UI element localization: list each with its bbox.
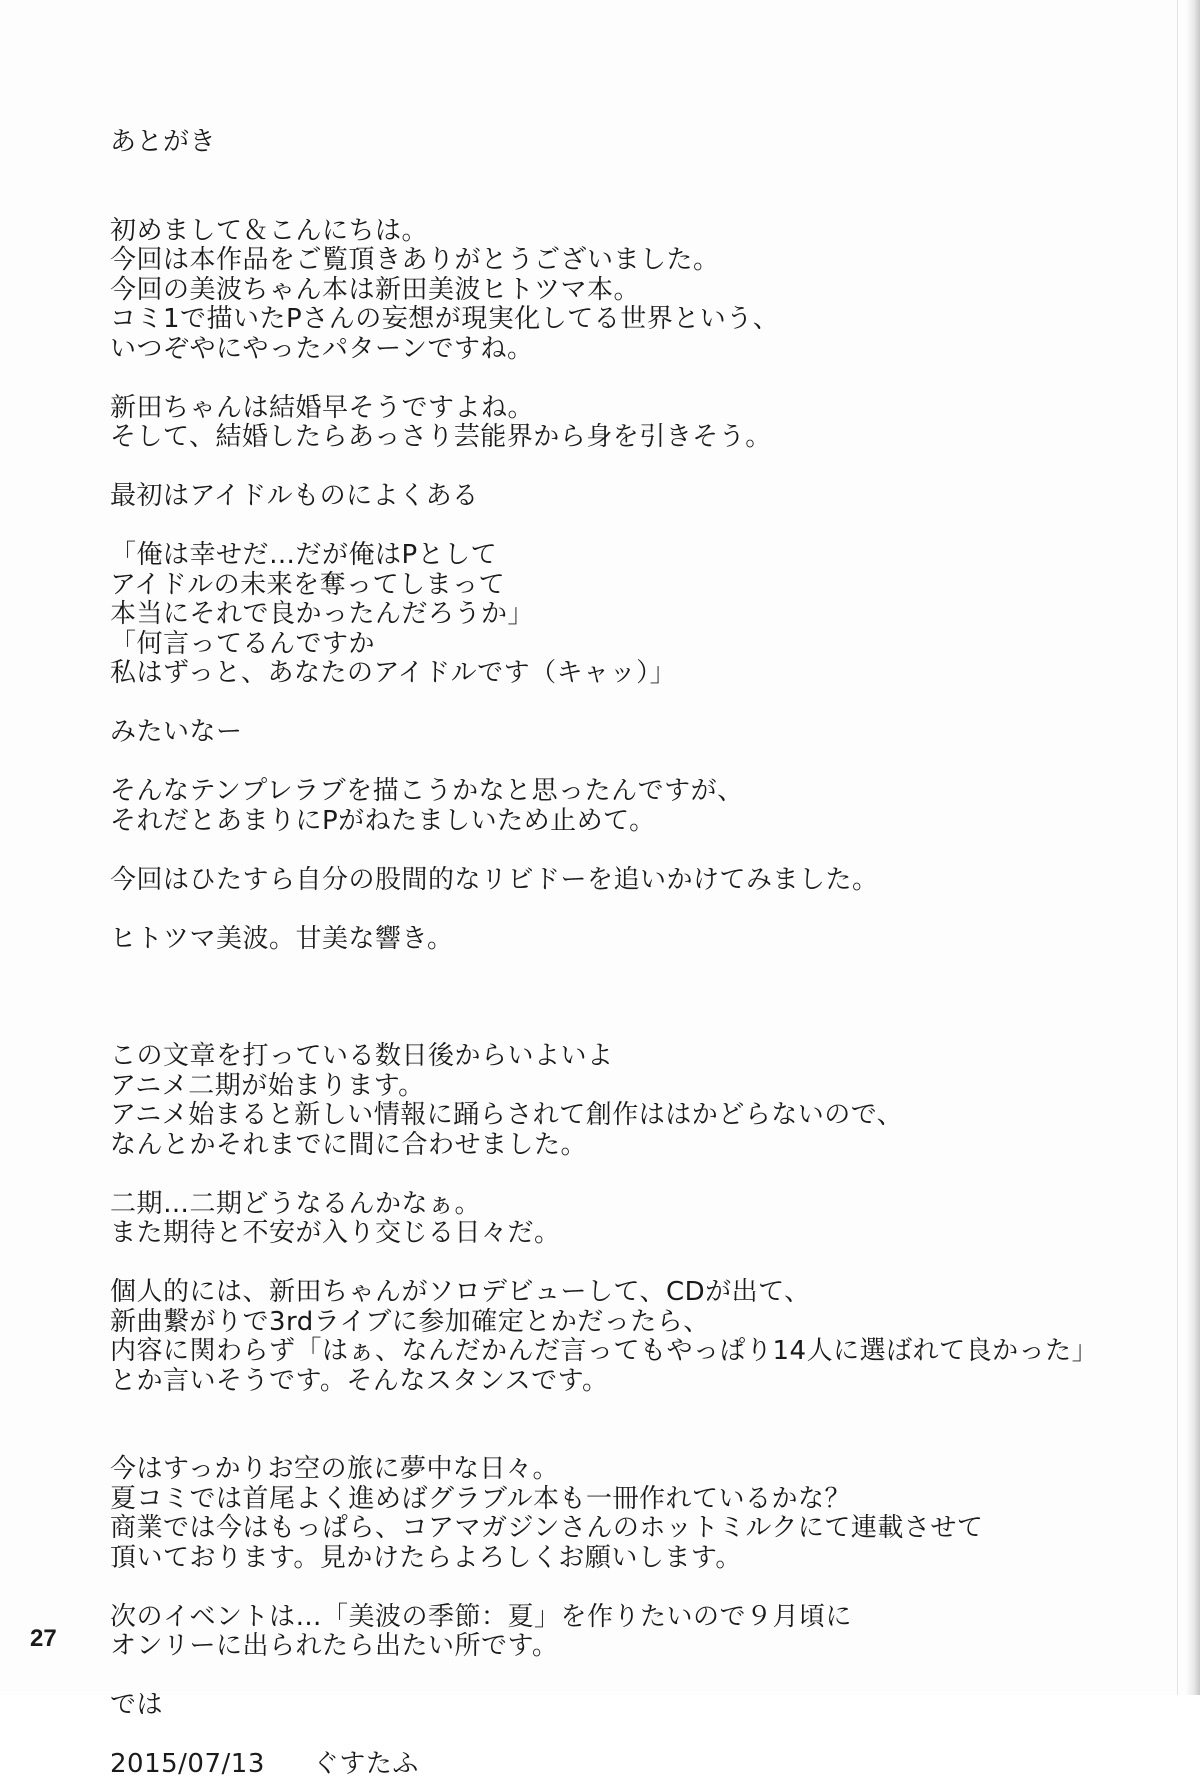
text-line: 頂いております。見かけたらよろしくお願いします。 — [110, 1542, 742, 1573]
text-line: 「俺は幸せだ…だが俺はPとして — [110, 540, 498, 570]
text-line: 今回は本作品をご覧頂きありがとうございました。 — [110, 245, 720, 275]
paragraph-2 — [110, 394, 1110, 453]
paragraph-1 — [110, 217, 1110, 365]
page-title: あとがき — [110, 127, 217, 157]
text-line: 今回の美波ちゃん本は新田美波ヒトツマ本。 — [110, 274, 641, 305]
text-line: なんとかそれまでに間に合わせました。 — [110, 1129, 588, 1160]
text-line: 二期…二期どうなるんかなぁ。 — [110, 1188, 482, 1219]
text-line: では — [110, 1690, 164, 1720]
text-line: 「何言ってるんですか — [110, 628, 376, 659]
text-line: 今回はひたすら自分の股間的なリビドーを追いかけてみました。 — [110, 864, 879, 895]
text-line: ヒトツマ美波。甘美な響き。 — [110, 923, 454, 954]
paragraph-13 — [110, 1603, 1110, 1662]
text-line: 商業では今はもっぱら、コアマガジンさんのホットミルクにて連載させて — [110, 1513, 984, 1543]
text-line: それだとあまりにPがねたましいため止めて。 — [110, 805, 656, 836]
text-line: 初めまして＆こんにちは。 — [110, 215, 429, 246]
text-line: オンリーに出られたら出たい所です。 — [110, 1631, 559, 1661]
paragraph-9 — [110, 1042, 1110, 1160]
text-line: 次のイベントは…「美波の季節：夏」を作りたいので９月頃に — [110, 1601, 853, 1632]
text-line: 夏コミでは首尾よく進めばグラブル本も一冊作れているかな？ — [110, 1483, 851, 1514]
paragraph-11 — [110, 1278, 1110, 1396]
signature-date: 2015/07/13 — [110, 1749, 265, 1779]
page-edge-line — [1177, 0, 1178, 1695]
text-line: 個人的には、新田ちゃんがソロデビューして、CDが出て、 — [110, 1277, 811, 1307]
text-line: そんなテンプレラブを描こうかなと思ったんですが、 — [110, 776, 744, 806]
paragraph-4-quote — [110, 541, 1110, 689]
text-line: 新曲繋がりで3rdライブに参加確定とかだったら、 — [110, 1306, 710, 1337]
text-line: 内容に関わらず「はぁ、なんだかんだ言ってもやっぱり14人に選ばれて良かった」 — [110, 1336, 1099, 1366]
paragraph-7 — [110, 866, 1110, 896]
text-line: アイドルの未来を奪ってしまって — [110, 569, 506, 600]
text-line: いつぞやにやったパターンですね。 — [110, 333, 534, 364]
text-line: 本当にそれで良かったんだろうか」 — [110, 599, 535, 629]
paragraph-3 — [110, 482, 1110, 512]
text-line: 新田ちゃんは結婚早そうですよね。 — [110, 392, 535, 423]
afterword-text — [110, 128, 1110, 1780]
text-line: アニメ二期が始まります。 — [110, 1070, 425, 1101]
text-line: みたいなー — [110, 717, 243, 747]
paragraph-5 — [110, 718, 1110, 748]
paragraph-14 — [110, 1691, 1110, 1721]
text-line: そして、結婚したらあっさり芸能界から身を引きそう。 — [110, 422, 772, 452]
signature — [110, 1750, 1110, 1780]
text-line: 最初はアイドルものによくある — [110, 481, 479, 511]
text-line: また期待と不安が入り交じる日々だ。 — [110, 1218, 561, 1248]
paragraph-8 — [110, 925, 1110, 955]
text-line: とか言いそうです。そんなスタンスです。 — [110, 1365, 609, 1396]
paragraph-10 — [110, 1190, 1110, 1249]
text-line: コミ1で描いたPさんの妄想が現実化してる世界という、 — [110, 304, 780, 334]
text-line: アニメ始まると新しい情報に踊らされて創作ははかどらないので、 — [110, 1100, 904, 1130]
text-line: この文章を打っている数日後からいよいよ — [110, 1041, 614, 1071]
paragraph-6 — [110, 777, 1110, 836]
signature-author: ぐすたふ — [312, 1749, 419, 1779]
paragraph-12 — [110, 1455, 1110, 1573]
page-edge-shadow — [1186, 0, 1200, 1695]
page-number: 27 — [30, 1625, 57, 1652]
text-line: 私はずっと、あなたのアイドルです（キャッ）」 — [110, 658, 677, 688]
text-line: 今はすっかりお空の旅に夢中な日々。 — [110, 1454, 559, 1484]
